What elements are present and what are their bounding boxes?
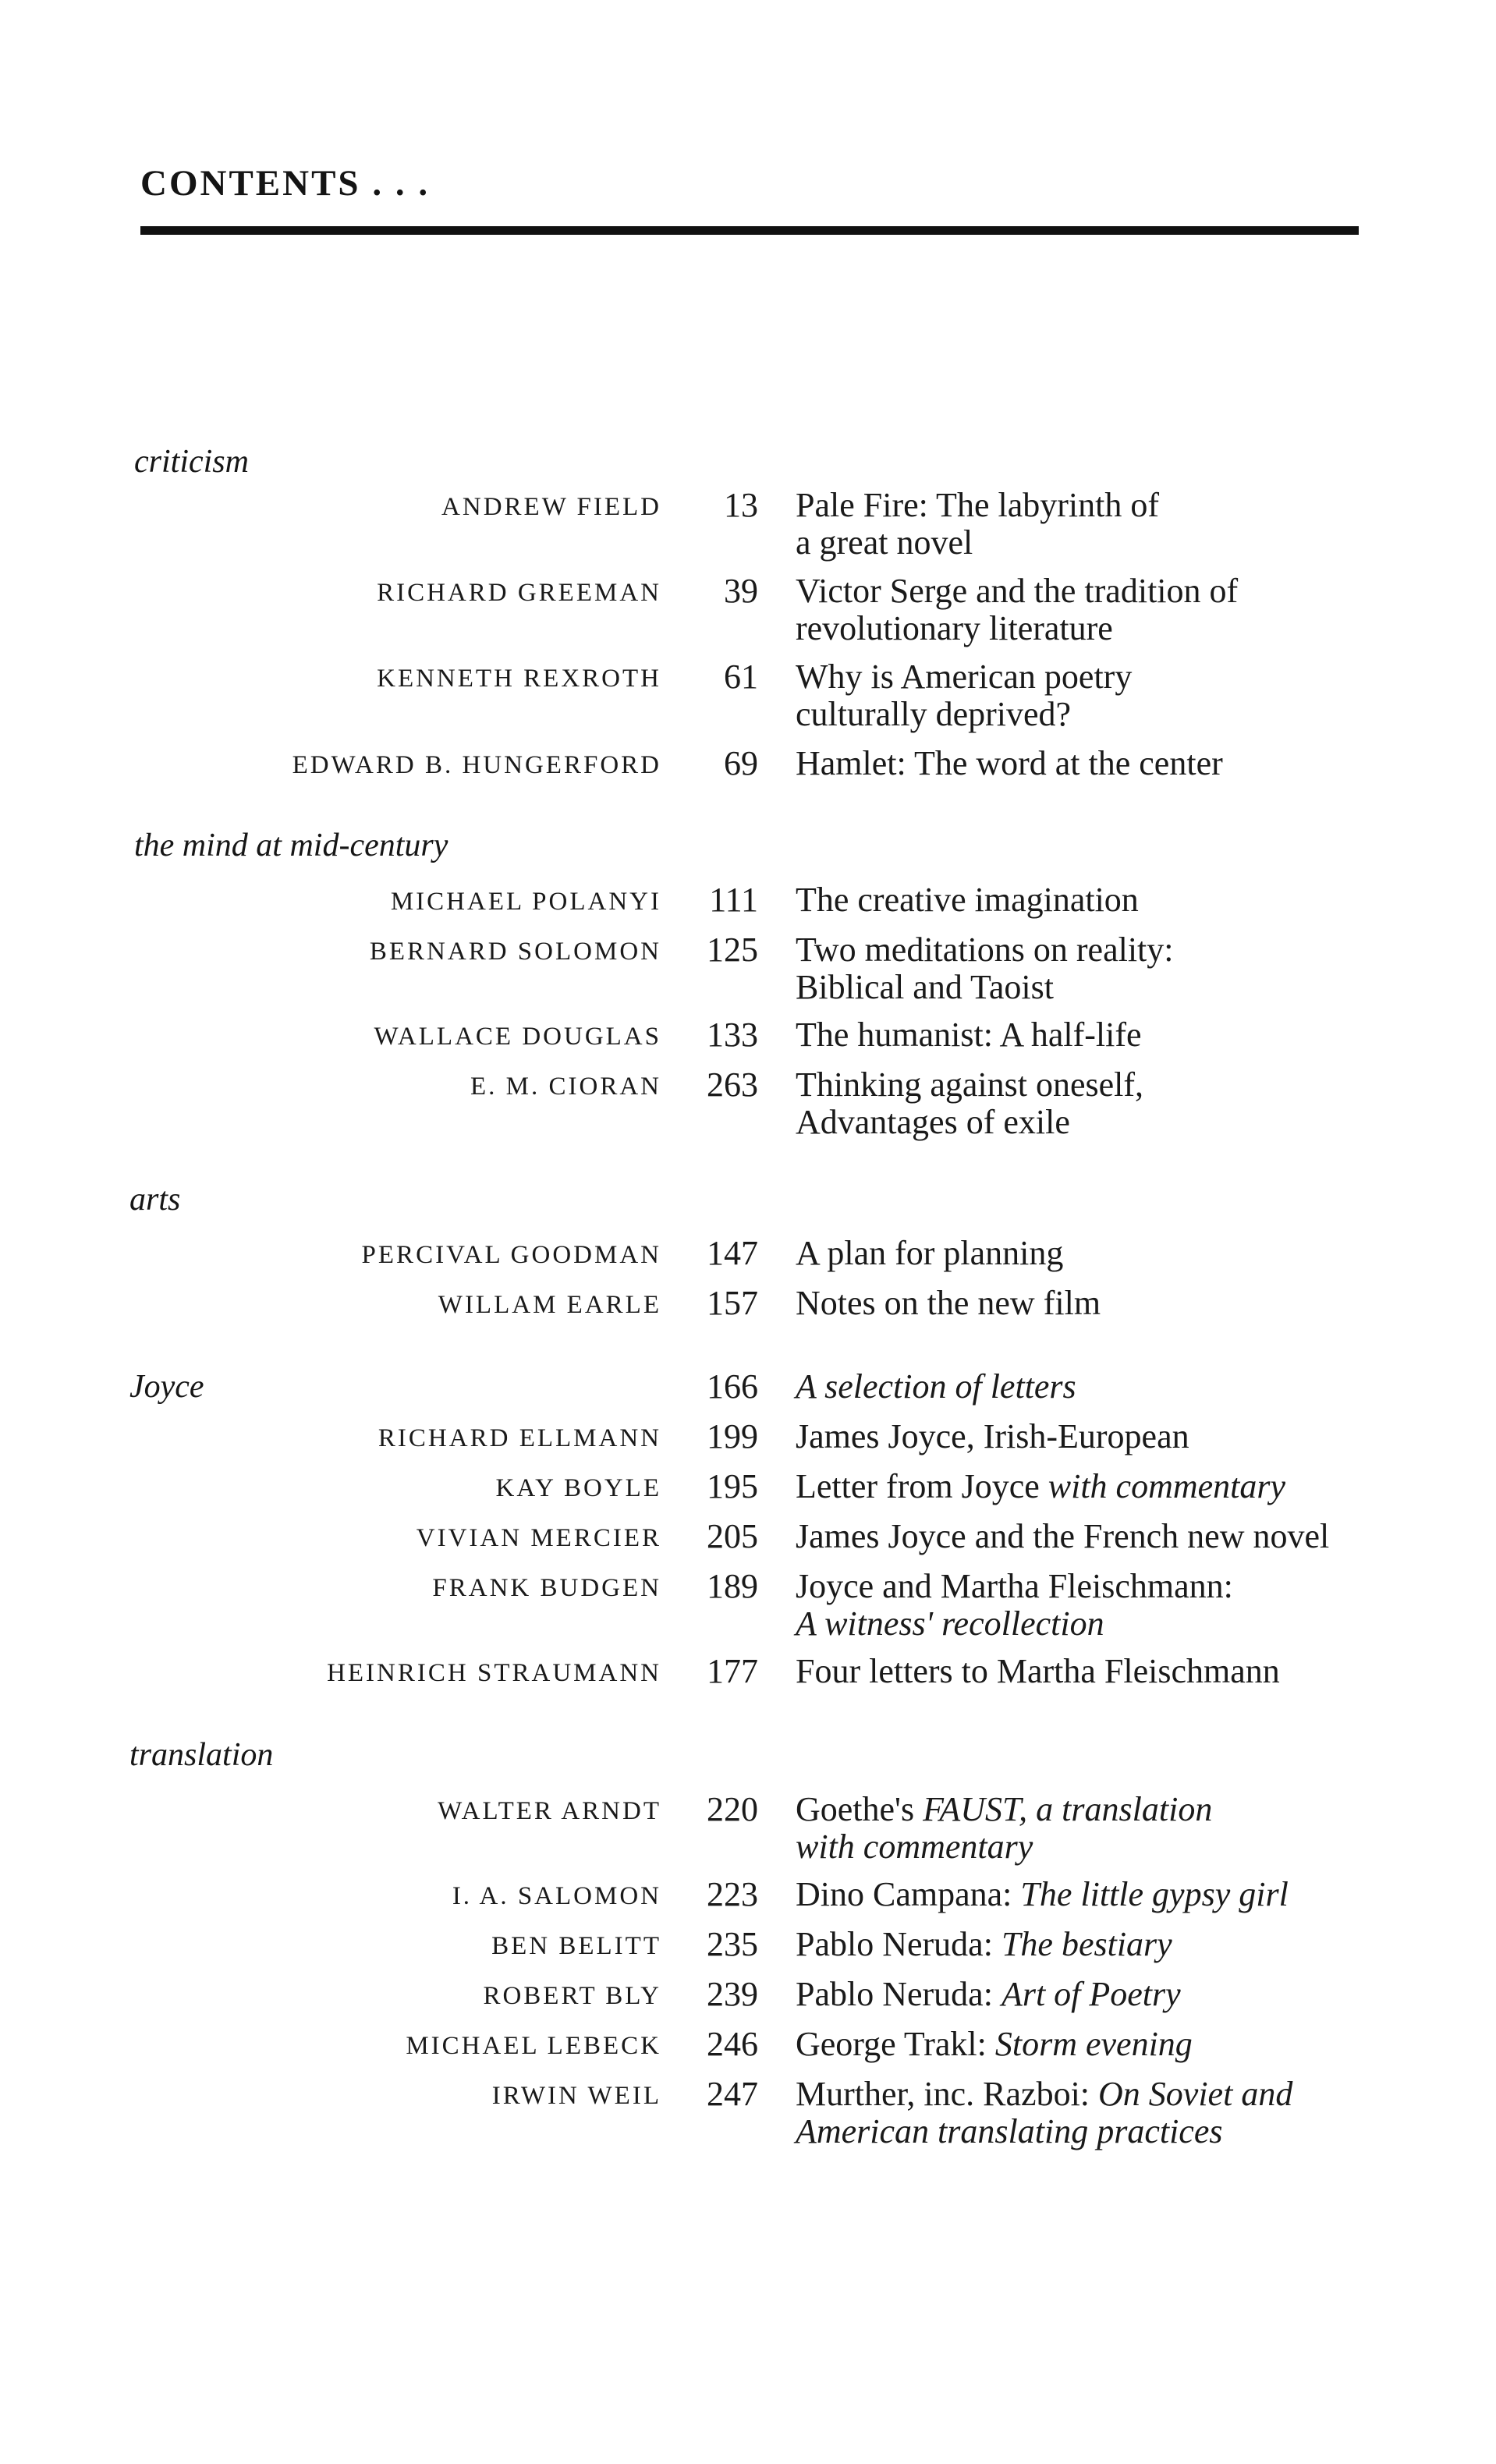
entry-page-number: 133: [707, 1016, 758, 1054]
section-label-translation: translation: [129, 1737, 274, 1773]
entry-page-number: 13: [724, 486, 758, 524]
entry-author: RICHARD ELLMANN: [378, 1424, 661, 1452]
entry-page-number: 246: [707, 2025, 758, 2063]
entry-title: The humanist: A half-life: [796, 1016, 1142, 1054]
entry-title: Why is American poetry culturally deprived?: [796, 658, 1133, 733]
entry-title: Dino Campana: The little gypsy girl: [796, 1875, 1289, 1913]
entry-title: James Joyce, Irish-European: [796, 1417, 1189, 1455]
entry-author: E. M. CIORAN: [470, 1072, 661, 1101]
entry-page-number: 195: [707, 1467, 758, 1505]
entry-page-number: 147: [707, 1234, 758, 1272]
entry-title: Goethe's FAUST, a translation with commentary: [796, 1790, 1213, 1866]
entry-page-number: 61: [724, 658, 758, 696]
entry-author: WALTER ARNDT: [438, 1797, 661, 1825]
section-label-joyce: Joyce: [129, 1369, 204, 1405]
entry-author: ANDREW FIELD: [441, 493, 661, 521]
entry-title: A selection of letters: [796, 1367, 1076, 1406]
entry-author: HEINRICH STRAUMANN: [327, 1659, 661, 1687]
page-title: CONTENTS . . .: [140, 163, 431, 204]
entry-author: VIVIAN MERCIER: [416, 1524, 661, 1552]
entry-title: Pablo Neruda: The bestiary: [796, 1925, 1172, 1963]
entry-author: EDWARD B. HUNGERFORD: [292, 751, 661, 779]
entry-author: BERNARD SOLOMON: [369, 938, 661, 966]
title-rule: [140, 226, 1359, 235]
entry-title: Pablo Neruda: Art of Poetry: [796, 1975, 1181, 2013]
entry-title: Thinking against oneself, Advantages of exile: [796, 1065, 1144, 1141]
entry-page-number: 189: [707, 1567, 758, 1605]
entry-page-number: 177: [707, 1652, 758, 1690]
section-label-mind-at-mid-century: the mind at mid-century: [134, 828, 448, 863]
section-label-arts: arts: [129, 1182, 181, 1218]
entry-page-number: 166: [707, 1367, 758, 1406]
entry-author: MICHAEL POLANYI: [390, 888, 661, 916]
section-label-criticism: criticism: [134, 444, 249, 480]
entry-author: KENNETH REXROTH: [377, 665, 661, 693]
entry-title: A plan for planning: [796, 1234, 1064, 1272]
entry-author: RICHARD GREEMAN: [377, 579, 661, 607]
entry-page-number: 239: [707, 1975, 758, 2013]
entry-page-number: 125: [707, 931, 758, 969]
entry-page-number: 247: [707, 2075, 758, 2113]
entry-title: The creative imagination: [796, 881, 1139, 919]
entry-title: Four letters to Martha Fleischmann: [796, 1652, 1280, 1690]
entry-author: MICHAEL LEBECK: [406, 2032, 661, 2060]
entry-title: Joyce and Martha Fleischmann: A witness' recollection: [796, 1567, 1233, 1643]
entry-page-number: 111: [709, 881, 758, 919]
entry-author: BEN BELITT: [491, 1932, 661, 1960]
entry-page-number: 205: [707, 1517, 758, 1555]
entry-title: James Joyce and the French new novel: [796, 1517, 1330, 1555]
entry-page-number: 69: [724, 744, 758, 782]
entry-author: I. A. SALOMON: [452, 1882, 661, 1910]
entry-page-number: 235: [707, 1925, 758, 1963]
entry-page-number: 223: [707, 1875, 758, 1913]
entry-page-number: 199: [707, 1417, 758, 1455]
entry-title: Victor Serge and the tradition of revolutionary literature: [796, 572, 1239, 647]
entry-title: George Trakl: Storm evening: [796, 2025, 1193, 2063]
entry-title: Pale Fire: The labyrinth of a great novel: [796, 486, 1159, 562]
entry-author: KAY BOYLE: [495, 1474, 661, 1502]
entry-page-number: 39: [724, 572, 758, 610]
entry-title: Hamlet: The word at the center: [796, 744, 1223, 782]
entry-author: PERCIVAL GOODMAN: [361, 1241, 661, 1269]
entry-author: ROBERT BLY: [483, 1982, 661, 2010]
entry-author: IRWIN WEIL: [491, 2082, 661, 2110]
entry-author: WALLACE DOUGLAS: [374, 1023, 661, 1051]
entry-page-number: 220: [707, 1790, 758, 1828]
entry-title: Notes on the new film: [796, 1284, 1101, 1322]
entry-author: WILLAM EARLE: [438, 1291, 661, 1319]
entry-title: Murther, inc. Razboi: On Soviet and American translating practices: [796, 2075, 1293, 2150]
entry-author: FRANK BUDGEN: [432, 1574, 661, 1602]
entry-title: Letter from Joyce with commentary: [796, 1467, 1286, 1505]
entry-page-number: 263: [707, 1065, 758, 1104]
entry-title: Two meditations on reality: Biblical and Taoist: [796, 931, 1174, 1006]
entry-page-number: 157: [707, 1284, 758, 1322]
